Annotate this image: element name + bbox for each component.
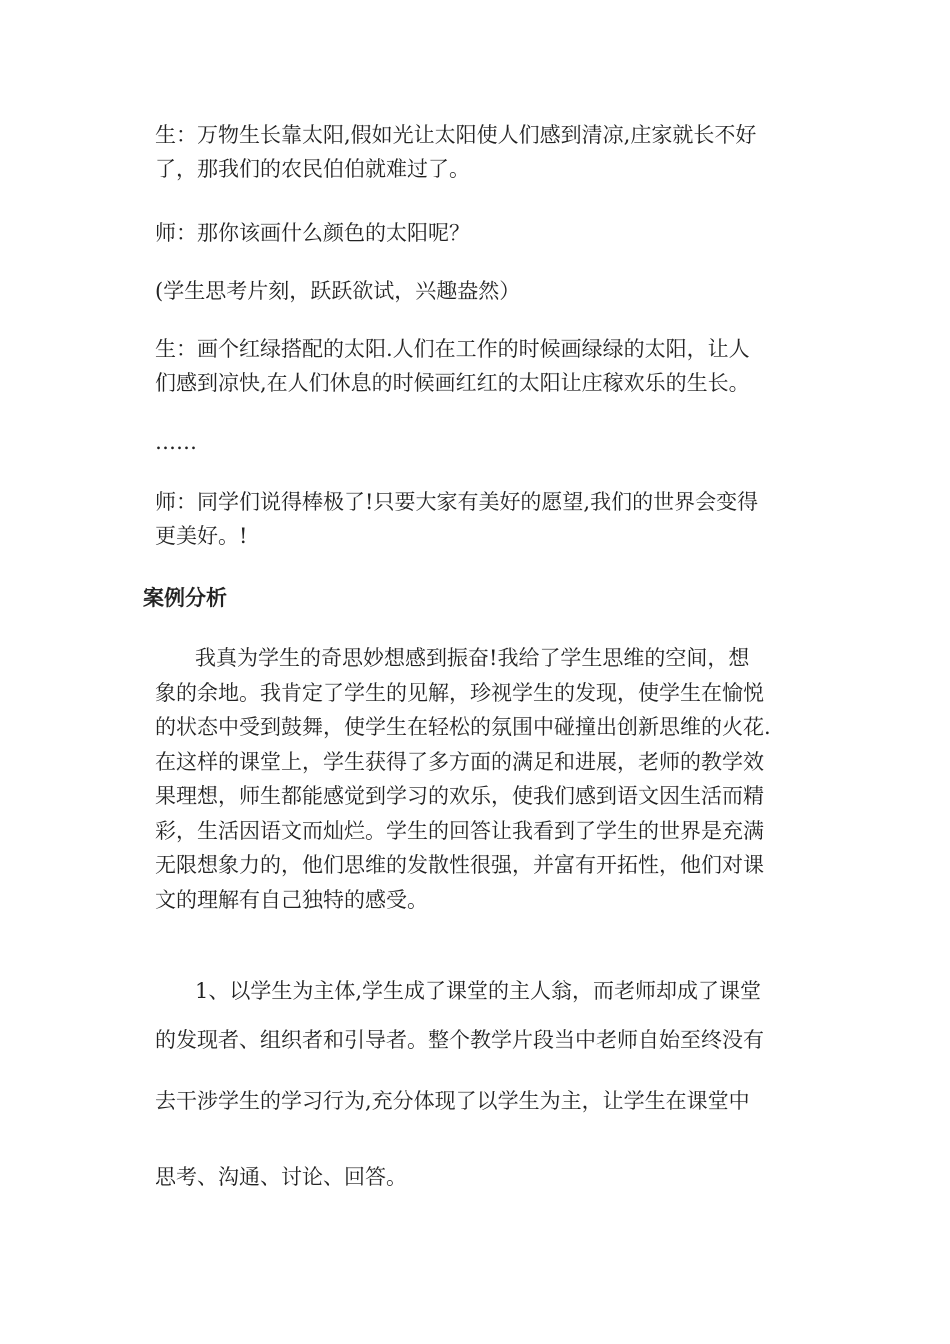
text-line: 们感到凉快,在人们休息的时候画红红的太阳让庄稼欢乐的生长。 [155, 371, 750, 395]
point-1-line: 思考、沟通、讨论、回答。 [155, 1165, 407, 1189]
dialogue-paragraph-4 [155, 332, 815, 400]
text-line: 师：那你该画什么颜色的太阳呢？ [155, 221, 470, 245]
section-heading: 案例分析 [143, 586, 227, 610]
ellipsis: …… [155, 430, 197, 454]
text-line: 生：画个红绿搭配的太阳.人们在工作的时候画绿绿的太阳，让人 [155, 337, 750, 361]
analysis-line: 果理想，师生都能感觉到学习的欢乐，使我们感到语文因生活而精 [155, 784, 764, 808]
point-1-line: 的发现者、组织者和引导者。整个教学片段当中老师自始至终没有 [155, 1028, 764, 1052]
analysis-line: 我真为学生的奇思妙想感到振奋!我给了学生思维的空间，想 [195, 646, 750, 670]
dialogue-paragraph-3 [155, 274, 815, 308]
analysis-line: 彩，生活因语文而灿烂。学生的回答让我看到了学生的世界是充满 [155, 818, 764, 843]
dialogue-paragraph-5 [155, 485, 815, 553]
text-line: (学生思考片刻，跃跃欲试，兴趣盎然） [155, 279, 521, 303]
analysis-line: 无限想象力的，他们思维的发散性很强，并富有开拓性，他们对课 [155, 853, 764, 877]
text-line: 了，那我们的农民伯伯就难过了。 [155, 157, 470, 181]
point-1-line: 1、以学生为主体,学生成了课堂的主人翁，而老师却成了课堂 [195, 979, 762, 1003]
point-1-line: 去干涉学生的学习行为,充分体现了以学生为主，让学生在课堂中 [155, 1089, 750, 1113]
ellipsis-paragraph [155, 425, 815, 459]
text-line: 更美好。! [155, 524, 248, 548]
analysis-line: 文的理解有自己独特的感受。 [155, 887, 428, 912]
text-line: 师：同学们说得棒极了!只要大家有美好的愿望,我们的世界会变得 [155, 490, 759, 514]
analysis-line: 的状态中受到鼓舞，使学生在轻松的氛围中碰撞出创新思维的火花. [155, 715, 771, 739]
analysis-line: 象的余地。我肯定了学生的见解，珍视学生的发现，使学生在愉悦 [155, 680, 764, 705]
text-line: 生：万物生长靠太阳,假如光让太阳使人们感到清凉,庄家就长不好 [155, 123, 757, 147]
dialogue-paragraph-2 [155, 216, 815, 250]
dialogue-paragraph-1 [155, 118, 815, 186]
analysis-line: 在这样的课堂上，学生获得了多方面的满足和进展，老师的教学效 [155, 749, 764, 774]
analysis-paragraph [155, 641, 820, 917]
